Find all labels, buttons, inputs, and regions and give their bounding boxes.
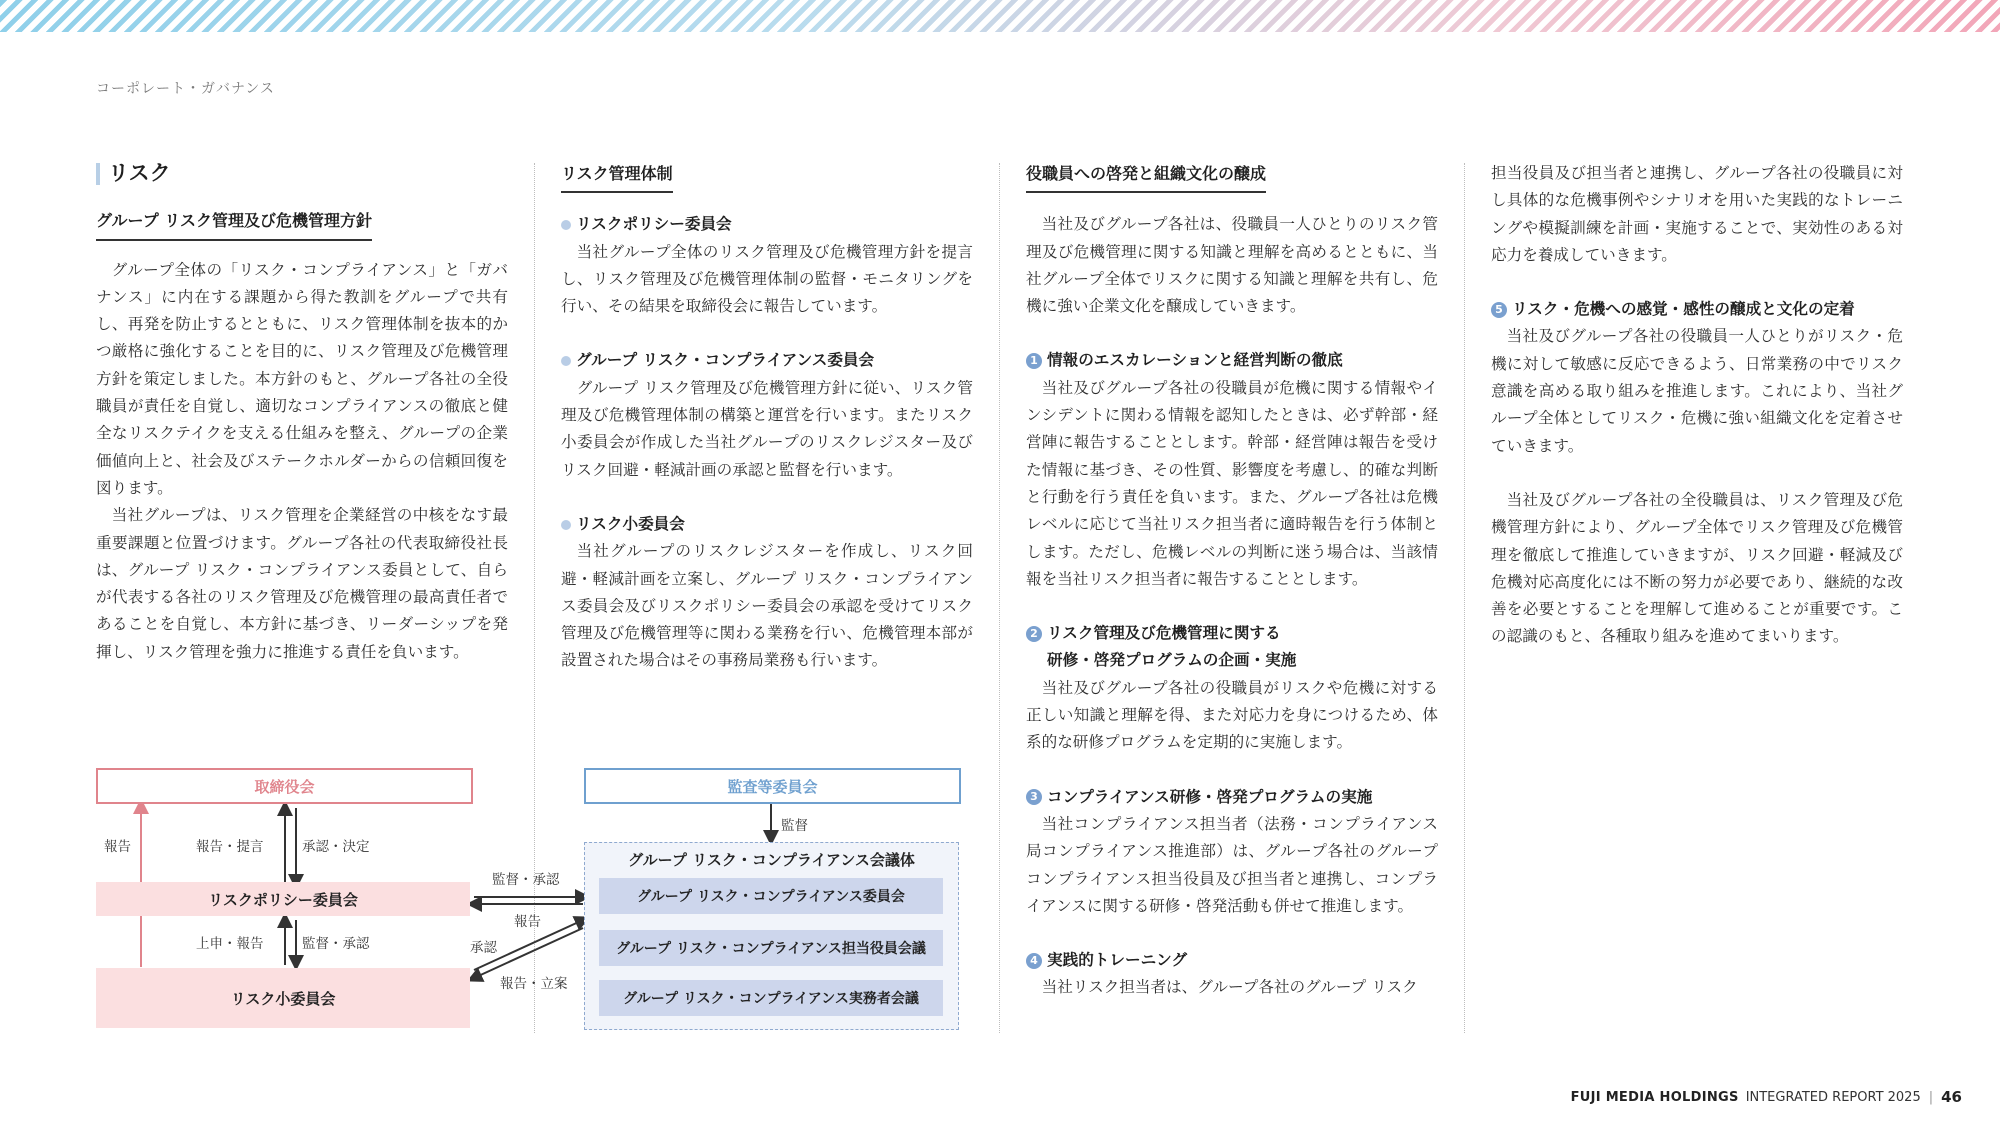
column-risk-structure: [561, 160, 973, 675]
risk-policy-committee-box: リスクポリシー委員会: [96, 882, 470, 916]
footer-report-title: INTEGRATED REPORT 2025: [1745, 1089, 1921, 1105]
bullet-title-text: グループ リスク・コンプライアンス委員会: [576, 351, 875, 370]
bullet-title: [561, 211, 973, 238]
bullet-title: [561, 511, 973, 538]
numbered-title-text: コンプライアンス研修・啓発プログラムの実施: [1047, 787, 1373, 806]
bullet-body: グループ リスク管理及び危機管理方針に従い、リスク管理及び危機管理体制の構築と運営を行います。またリスク小委員会が作成した当社グループのリスクレジスター及びリスク回避・軽減計画の承認と監督を行います。: [561, 378, 973, 479]
label-report: 報告: [104, 839, 131, 855]
numbered-body: 当社及びグループ各社の役職員一人ひとりがリスク・危機に対して敏感に反応できるよう、日常業務の中でリスク意識を高める取り組みを推進します。これにより、当社グループ全体としてリスク・危機に強い組織文化を定着させていきます。: [1491, 327, 1903, 455]
group-committee-box: グループ リスク・コンプライアンス委員会: [599, 878, 943, 914]
bullet-title-text: リスクポリシー委員会: [576, 215, 732, 234]
bullet-title: [561, 347, 973, 374]
policy-paragraph: グループ全体の「リスク・コンプライアンス」と「ガバナンス」に内在する課題から得た教訓をグループで共有し、再発を防止するとともに、リスク管理体制を抜本的かつ厳格に強化することを目的に、リスク管理及び危機管理方針を策定しました。本方針のもと、グループ各社の全役職員が責任を自覚し、適切なコンプライアンスの徹底と健全なリスクテイクを支える仕組みを整え、グループの企業価値向上と、社会及びステークホルダーからの信頼回復を図ります。: [96, 260, 508, 497]
numbered-title-text: 実践的トレーニング: [1047, 951, 1188, 970]
page-footer: [1571, 1088, 1962, 1106]
numbered-title: [1491, 296, 1903, 323]
page-number: 46: [1941, 1088, 1962, 1106]
column-divider: [999, 163, 1000, 1033]
structure-heading: リスク管理体制: [561, 160, 673, 193]
numbered-title-line2: 研修・啓発プログラムの企画・実施: [1047, 651, 1297, 670]
label-report-2: 報告: [514, 914, 541, 930]
closing-paragraph: 当社及びグループ各社の全役職員は、リスク管理及び危機管理方針により、グループ全体でリスク管理及び危機管理を徹底して推進していきますが、リスク回避・軽減及び危機対応高度化には不断の努力が必要であり、継続的な改善を必要とすることを理解して進めることが重要です。この認識のもと、各種取り組みを進めてまいります。: [1491, 490, 1903, 646]
risk-subcommittee-box: リスク小委員会: [96, 968, 470, 1028]
footer-separator: |: [1928, 1089, 1934, 1105]
number-badge-icon: 5: [1491, 302, 1507, 318]
column-risk-policy: [96, 160, 508, 666]
section-title: [96, 160, 508, 187]
numbered-title-text: 情報のエスカレーションと経営判断の徹底: [1047, 351, 1343, 370]
footer-brand: FUJI MEDIA HOLDINGS: [1570, 1089, 1739, 1105]
bullet-dot-icon: [561, 356, 571, 366]
board-box: 取締役会: [96, 768, 473, 804]
bullet-body: 当社グループのリスクレジスターを作成し、リスク回避・軽減計画を立案し、グループ リスク・コンプライアンス委員会及びリスクポリシー委員会の承認を受けてリスク管理及び危機管理等に関わる業務を行い、危機管理本部が設置された場合はその事務局業務も行います。: [561, 542, 973, 670]
continued-paragraph: 担当役員及び担当者と連携し、グループ各社の役職員に対し具体的な危機事例やシナリオを用いた実践的なトレーニングや模擬訓練を計画・実施することで、実効性のある対応力を養成していきます。: [1491, 164, 1903, 264]
column-divider: [1464, 163, 1465, 1033]
group-meetings-title: グループ リスク・コンプライアンス会議体: [628, 850, 915, 869]
label-report-plan: 報告・立案: [500, 976, 568, 992]
risk-structure-diagram: [96, 760, 966, 1040]
number-badge-icon: 4: [1026, 953, 1042, 969]
numbered-title: [1026, 347, 1438, 374]
bullet-dot-icon: [561, 220, 571, 230]
section-title-text: リスク: [108, 161, 171, 185]
label-supervise-approve: 監督・承認: [302, 936, 370, 952]
policy-heading: グループ リスク管理及び危機管理方針: [96, 207, 372, 240]
bullet-body: 当社グループ全体のリスク管理及び危機管理方針を提言し、リスク管理及び危機管理体制の監督・モニタリングを行い、その結果を取締役会に報告しています。: [561, 242, 973, 316]
section-label: コーポレート・ガバナンス: [96, 81, 275, 97]
number-badge-icon: 1: [1026, 353, 1042, 369]
header-stripe-decoration: [0, 0, 2000, 32]
number-badge-icon: 2: [1026, 626, 1042, 642]
numbered-body: 当社リスク担当者は、グループ各社のグループ リスク: [1041, 978, 1418, 997]
numbered-body: 当社及びグループ各社の役職員が危機に関する情報やインシデントに関わる情報を認知したときは、必ず幹部・経営陣に報告することとします。幹部・経営陣は報告を受けた情報に基づき、その性質、影響度を考慮し、的確な判断と行動を行う責任を負います。また、グループ各社は危機レベルに応じて当社リスク担当者に適時報告を行う体制とします。ただし、危機レベルの判断に迷う場合は、当該情報を当社リスク担当者に報告することとします。: [1026, 378, 1438, 588]
title-accent-bar: [96, 163, 100, 185]
label-supervise-approve-2: 監督・承認: [492, 872, 560, 888]
numbered-title: [1026, 784, 1438, 811]
label-approve: 承認: [470, 940, 497, 956]
numbered-title: [1026, 620, 1438, 647]
column-awareness: [1026, 160, 1438, 1002]
bullet-dot-icon: [561, 520, 571, 530]
column-awareness-continued: [1491, 160, 1903, 651]
bullet-title-text: リスク小委員会: [576, 514, 685, 533]
number-badge-icon: 3: [1026, 789, 1042, 805]
group-officers-meeting-box: グループ リスク・コンプライアンス担当役員会議: [599, 930, 943, 966]
label-audit: 監督: [781, 818, 808, 834]
label-apply-report: 上申・報告: [196, 936, 264, 952]
audit-committee-box: 監査等委員会: [584, 768, 961, 804]
policy-paragraph: 当社グループは、リスク管理を企業経営の中核をなす最重要課題と位置づけます。グループ各社の代表取締役社長は、グループ リスク・コンプライアンス委員として、自らが代表する各社のリスク管理及び危機管理の最高責任者であることを自覚し、本方針に基づき、リーダーシップを発揮し、リスク管理を強力に推進する責任を負います。: [96, 506, 508, 661]
numbered-body: 当社及びグループ各社の役職員がリスクや危機に対する正しい知識と理解を得、また対応力を身につけるため、体系的な研修プログラムを定期的に実施します。: [1026, 678, 1438, 752]
numbered-title: [1026, 947, 1438, 974]
numbered-title-text: リスク・危機への感覚・感性の醸成と文化の定着: [1512, 300, 1855, 319]
numbered-title-text: リスク管理及び危機管理に関する: [1047, 624, 1281, 643]
awareness-heading: 役職員への啓発と組織文化の醸成: [1026, 160, 1266, 193]
group-practitioners-meeting-box: グループ リスク・コンプライアンス実務者会議: [599, 980, 943, 1016]
awareness-intro: 当社及びグループ各社は、役職員一人ひとりのリスク管理及び危機管理に関する知識と理解を高めるとともに、当社グループ全体でリスクに関する知識と理解を共有し、危機に強い企業文化を醸成していきます。: [1026, 215, 1438, 316]
label-report-propose: 報告・提言: [196, 839, 264, 855]
numbered-body: 当社コンプライアンス担当者（法務・コンプライアンス局コンプライアンス推進部）は、グループ各社のグループコンプライアンス担当役員及び担当者と連携し、コンプライアンスに関する研修・啓発活動も併せて推進します。: [1026, 814, 1438, 915]
label-approve-decide: 承認・決定: [302, 839, 370, 855]
